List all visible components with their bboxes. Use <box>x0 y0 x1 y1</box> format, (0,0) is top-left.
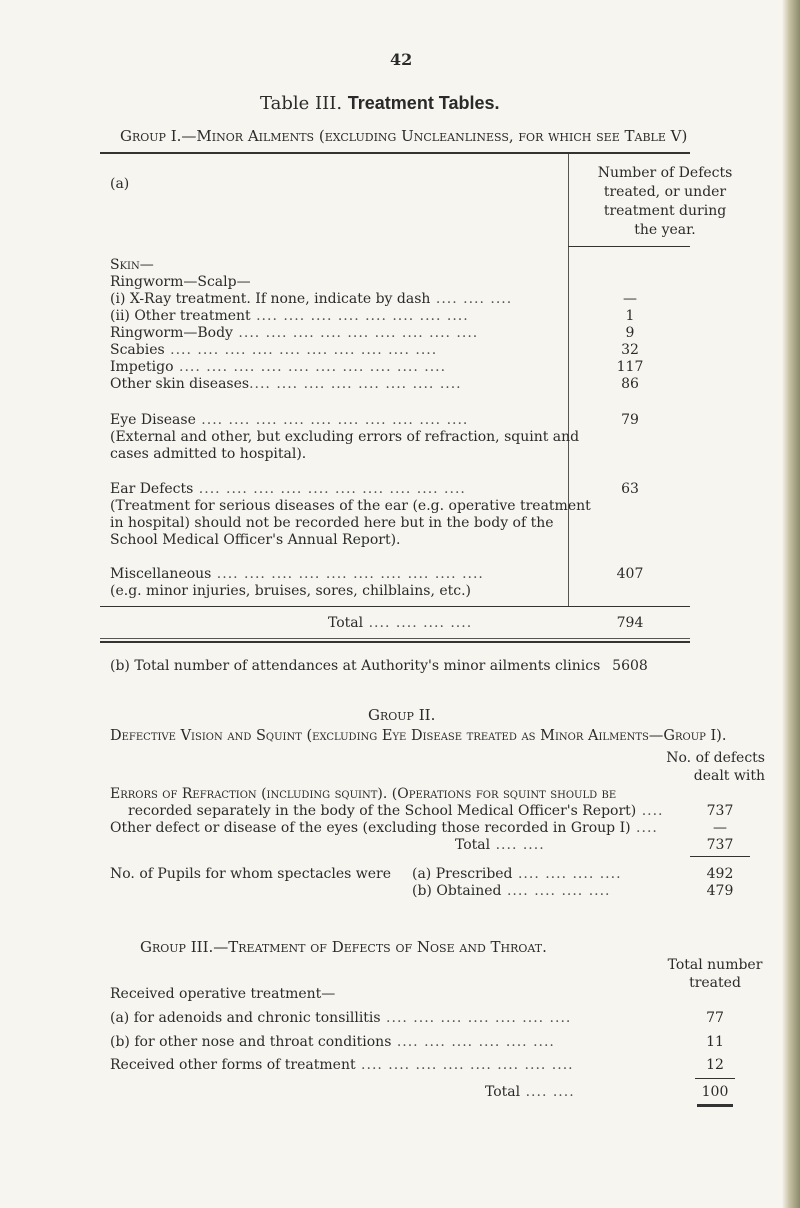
group2-total-value: 737 <box>706 837 734 853</box>
col-header-line: No. of defects <box>666 750 765 766</box>
row-label: Received other forms of treatment .... .... .... .... .... .... .... .... <box>110 1057 574 1073</box>
row-label: Other skin diseases.... .... .... .... .... .... .... .... <box>110 376 462 392</box>
column-divider <box>568 154 569 606</box>
ear-note-1: (Treatment for serious diseases of the ear (e.g. operative treatment <box>110 498 591 514</box>
part-b-value: 5608 <box>612 658 648 674</box>
row-label: (a) Prescribed .... .... .... .... <box>412 866 622 882</box>
row-label: Ear Defects .... .... .... .... .... .... .... .... .... .... <box>110 481 466 497</box>
group3-heading: Group III.—Treatment of Defects of Nose and Throat. <box>140 938 547 956</box>
total-rule <box>690 856 750 857</box>
ear-label: Ear Defects <box>110 481 194 497</box>
double-rule <box>697 1104 733 1107</box>
group2-col-header <box>665 749 765 785</box>
total-rule <box>695 1078 735 1079</box>
impetigo-label: Impetigo <box>110 359 174 375</box>
adenoids-value: 77 <box>706 1010 724 1026</box>
received-operative: Received operative treatment— <box>110 986 336 1002</box>
row-label: (b) Obtained .... .... .... .... <box>412 883 611 899</box>
other-skin-value: 86 <box>621 376 639 392</box>
row-label: (b) for other nose and throat conditions .... .... .... .... .... .... <box>110 1034 555 1050</box>
col-header-line: treated, or under <box>603 184 727 200</box>
group2-subheading: Defective Vision and Squint (excluding Eye Disease treated as Minor Ailments—Group I). <box>110 728 727 744</box>
page-number: 42 <box>390 50 413 69</box>
ear-value: 63 <box>621 481 639 497</box>
errors-line-2: recorded separately in the body of the School Medical Officer's Report) <box>128 803 637 819</box>
part-a-label: (a) <box>110 176 130 192</box>
col-header-line: treated <box>689 975 741 991</box>
group1-total-label: Total <box>328 615 364 631</box>
errors-line-1: Errors of Refraction (including squint). (Operations for squint should be <box>110 786 617 802</box>
other-nose-value: 11 <box>706 1034 724 1050</box>
row-label: (ii) Other treatment .... .... .... .... .... .... .... .... <box>110 308 469 324</box>
row-label: Eye Disease .... .... .... .... .... .... .... .... .... .... <box>110 412 469 428</box>
group1-heading: Group I.—Minor Ailments (excluding Uncleanliness, for which see Table V) <box>120 127 688 145</box>
other-defect-value: — <box>713 820 727 836</box>
group2-heading: Group II. <box>368 706 436 724</box>
row-label: Scabies .... .... .... .... .... .... .... .... .... .... <box>110 342 438 358</box>
group1-total-value: 794 <box>616 615 644 631</box>
xray-label: (i) X-Ray treatment. If none, indicate by dash <box>110 291 431 307</box>
row-label: Total .... .... <box>455 837 545 853</box>
prescribed-label: (a) Prescribed <box>412 866 513 882</box>
scabies-value: 32 <box>621 342 639 358</box>
col-header-line: treatment during <box>603 203 727 219</box>
row-label: (i) X-Ray treatment. If none, indicate by dash .... .... .... <box>110 291 513 307</box>
other-skin-label: Other skin diseases <box>110 376 250 392</box>
rule-bottom-heavy <box>100 641 690 643</box>
title-bold: Treatment Tables. <box>347 93 500 113</box>
prescribed-value: 492 <box>706 866 734 882</box>
row-label: Miscellaneous .... .... .... .... .... .... .... .... .... .... <box>110 566 484 582</box>
errors-value: 737 <box>706 803 734 819</box>
other-defect-label: Other defect or disease of the eyes (excluding those recorded in Group I) <box>110 820 631 836</box>
scabies-label: Scabies <box>110 342 165 358</box>
eye-value: 79 <box>621 412 639 428</box>
row-label: Impetigo .... .... .... .... .... .... .... .... .... .... <box>110 359 447 375</box>
row-label: Other defect or disease of the eyes (excluding those recorded in Group I) .... <box>110 820 658 836</box>
group1-col-header <box>580 164 750 240</box>
other-treatment-label: (ii) Other treatment <box>110 308 251 324</box>
misc-value: 407 <box>616 566 644 582</box>
misc-label: Miscellaneous <box>110 566 212 582</box>
obtained-value: 479 <box>706 883 734 899</box>
eye-label: Eye Disease <box>110 412 196 428</box>
ringworm-body-value: 9 <box>625 325 635 341</box>
ear-note-2: in hospital) should not be recorded here but in the body of the <box>110 515 554 531</box>
col-header-rule <box>568 246 690 247</box>
other-forms-value: 12 <box>706 1057 724 1073</box>
xray-value: — <box>623 291 637 307</box>
impetigo-value: 117 <box>616 359 644 375</box>
other-nose-label: (b) for other nose and throat conditions <box>110 1034 392 1050</box>
col-header-line: dealt with <box>693 768 765 784</box>
ear-note-3: School Medical Officer's Annual Report). <box>110 532 401 548</box>
other-forms-label: Received other forms of treatment <box>110 1057 356 1073</box>
eye-note-1: (External and other, but excluding errors of refraction, squint and <box>110 429 580 445</box>
ringworm-scalp: Ringworm—Scalp— <box>110 274 251 290</box>
part-b-label: (b) Total number of attendances at Authority's minor ailments clinics <box>110 658 601 674</box>
group3-total-value: 100 <box>701 1084 729 1100</box>
col-header-line: the year. <box>634 222 696 238</box>
group3-col-header <box>660 956 770 992</box>
group2-total-label: Total <box>455 837 491 853</box>
other-treatment-value: 1 <box>625 308 635 324</box>
title-prefix: Table III. <box>260 93 343 114</box>
eye-note-2: cases admitted to hospital). <box>110 446 307 462</box>
row-label: Ringworm—Body .... .... .... .... .... .... .... .... .... <box>110 325 479 341</box>
skin-heading: Skin— <box>110 257 154 273</box>
rule-top <box>100 152 690 154</box>
row-label: Total .... .... .... .... <box>328 615 473 631</box>
ringworm-body-label: Ringworm—Body <box>110 325 233 341</box>
page-edge-shadow <box>782 0 800 1208</box>
col-header-line: Total number <box>667 957 763 973</box>
row-label: Total .... .... <box>485 1084 575 1100</box>
rule-bottom <box>100 638 690 639</box>
group3-total-label: Total <box>485 1084 521 1100</box>
page-title <box>260 93 500 114</box>
obtained-label: (b) Obtained <box>412 883 502 899</box>
total-rule <box>100 606 690 607</box>
spectacles-label: No. of Pupils for whom spectacles were <box>110 866 392 882</box>
adenoids-label: (a) for adenoids and chronic tonsillitis <box>110 1010 381 1026</box>
misc-note: (e.g. minor injuries, bruises, sores, chilblains, etc.) <box>110 583 472 599</box>
row-label: (a) for adenoids and chronic tonsillitis .... .... .... .... .... .... .... <box>110 1010 572 1026</box>
col-header-line: Number of Defects <box>597 165 733 181</box>
row-label: recorded separately in the body of the School Medical Officer's Report) .... <box>128 803 664 819</box>
